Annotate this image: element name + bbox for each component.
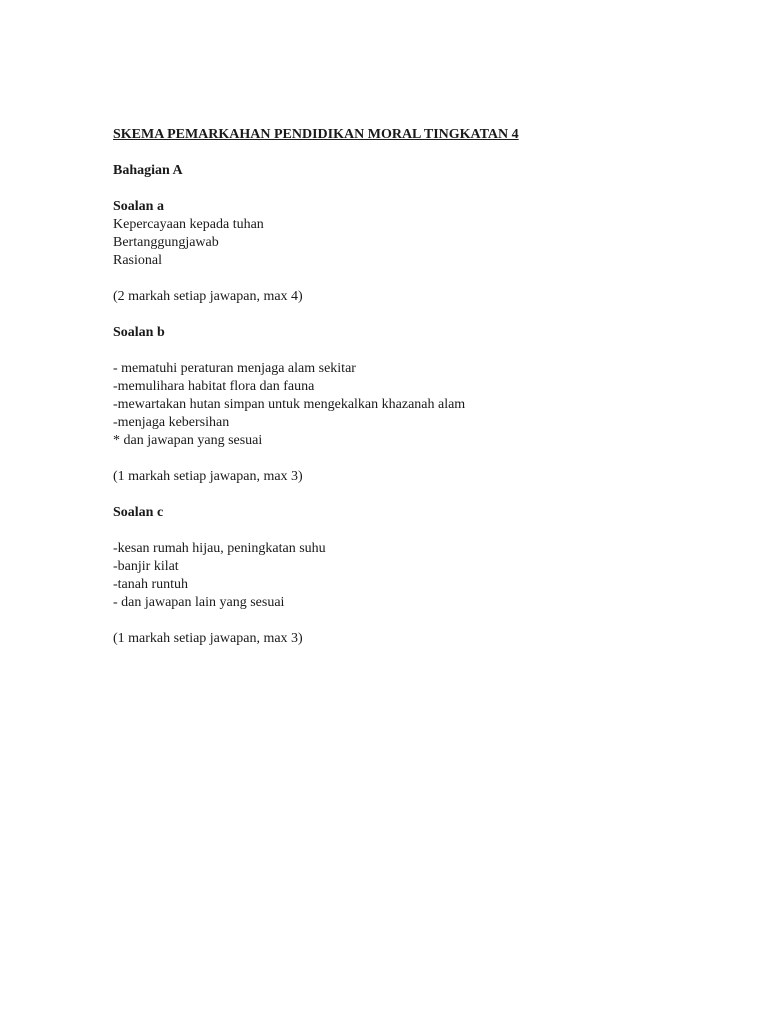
spacer: [113, 306, 713, 324]
question-b-answer: - mematuhi peraturan menjaga alam sekitar: [113, 361, 356, 376]
document-title: SKEMA PEMARKAHAN PENDIDIKAN MORAL TINGKATAN 4: [113, 127, 519, 142]
spacer: [113, 180, 713, 198]
question-b-marks: (1 markah setiap jawapan, max 3): [113, 469, 303, 484]
question-c-answer: - dan jawapan lain yang sesuai: [113, 595, 285, 610]
question-b-answer: * dan jawapan yang sesuai: [113, 433, 263, 448]
spacer: [113, 450, 713, 468]
question-c-answer: -banjir kilat: [113, 559, 179, 574]
question-a-answer: Bertanggungjawab: [113, 235, 219, 250]
question-a-heading: Soalan a: [113, 199, 164, 214]
question-c-answer: -tanah runtuh: [113, 577, 189, 592]
question-b-answer: -memulihara habitat flora dan fauna: [113, 379, 315, 394]
spacer: [113, 270, 713, 288]
spacer: [113, 522, 713, 540]
question-b-answer: -menjaga kebersihan: [113, 415, 230, 430]
section-heading: Bahagian A: [113, 163, 183, 178]
spacer: [113, 144, 713, 162]
question-a-answer: Kepercayaan kepada tuhan: [113, 217, 264, 232]
question-a-answer: Rasional: [113, 253, 162, 268]
document-page: [113, 126, 713, 648]
spacer: [113, 342, 713, 360]
question-c-marks: (1 markah setiap jawapan, max 3): [113, 631, 303, 646]
question-b-heading: Soalan b: [113, 325, 165, 340]
question-b-answer: -mewartakan hutan simpan untuk mengekalkan khazanah alam: [113, 397, 466, 412]
spacer: [113, 486, 713, 504]
question-c-answer: -kesan rumah hijau, peningkatan suhu: [113, 541, 326, 556]
spacer: [113, 612, 713, 630]
question-c-heading: Soalan c: [113, 505, 164, 520]
question-a-marks: (2 markah setiap jawapan, max 4): [113, 289, 303, 304]
